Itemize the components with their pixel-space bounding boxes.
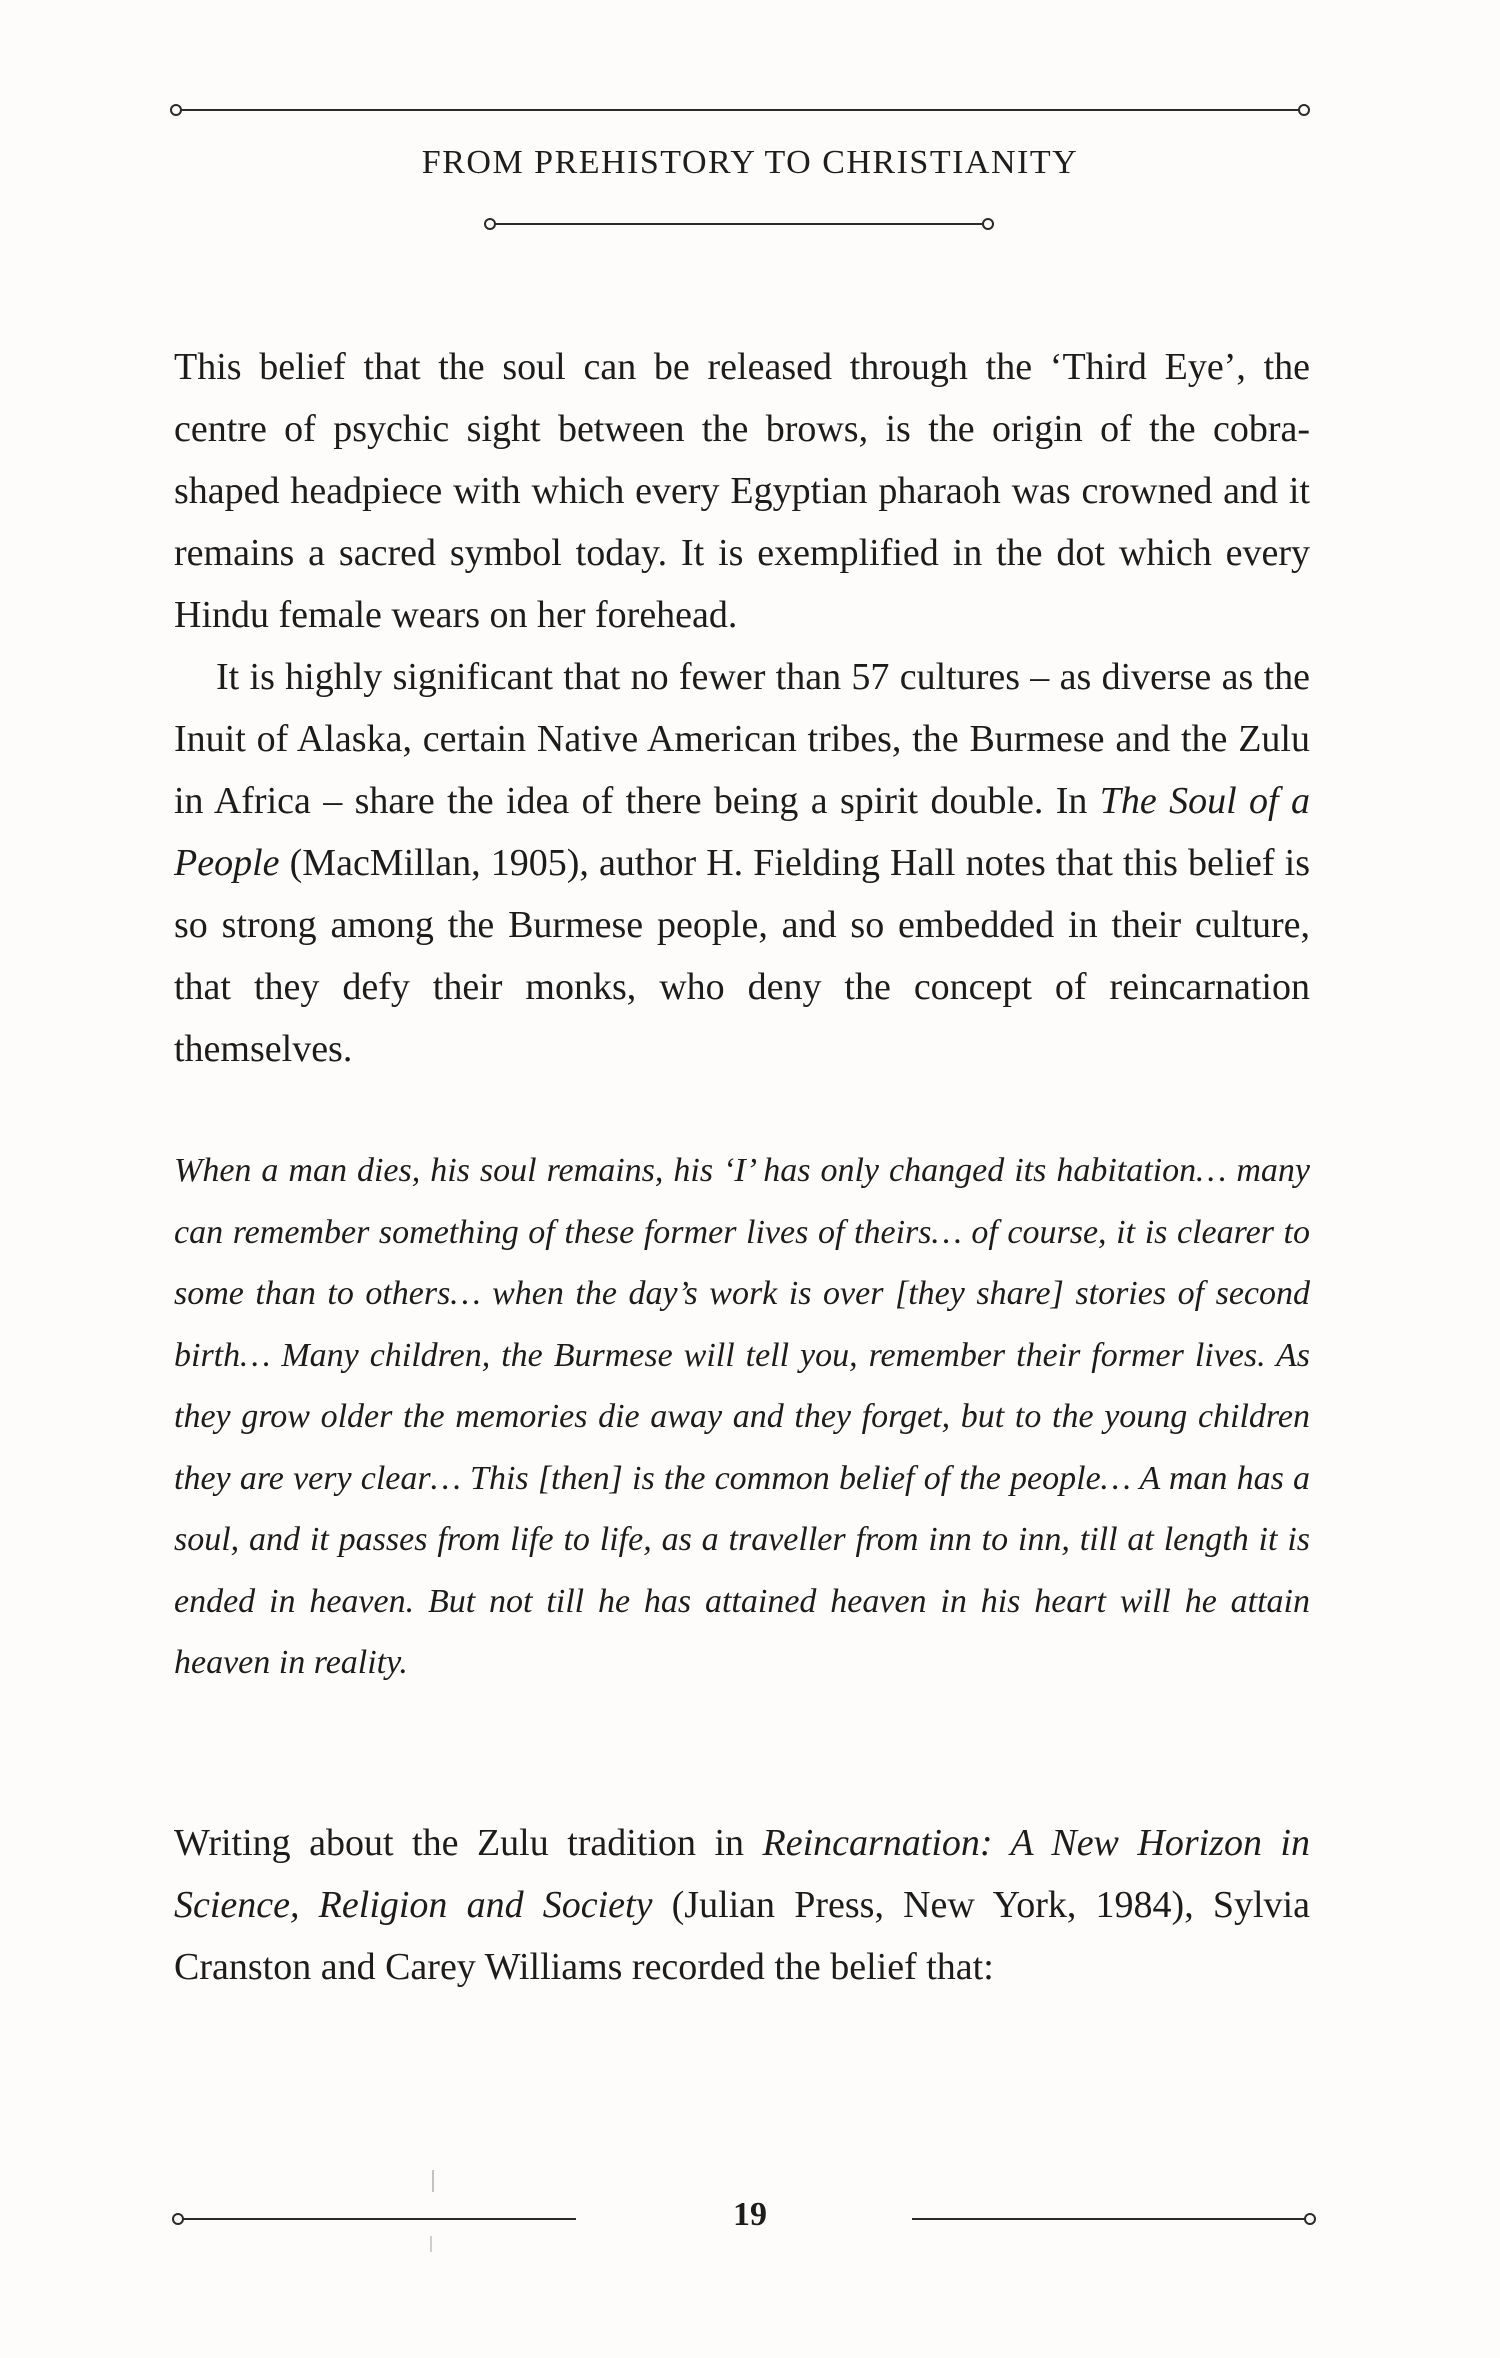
rule-right-circle-icon xyxy=(1304,2213,1316,2225)
block-quote xyxy=(174,1140,1310,1694)
print-speck xyxy=(432,2170,434,2192)
paragraph-text: (Julian Press, New York, 1984), Sylvia Cranston and Carey Williams recorded the belief that: xyxy=(174,1884,1310,1988)
body-text-lower xyxy=(174,1812,1310,1998)
paragraph-zulu-tradition xyxy=(174,1812,1310,1998)
heading-underline-rule xyxy=(484,217,994,231)
body-text-upper xyxy=(174,336,1310,1080)
paragraph-text: It is highly significant that no fewer than 57 cultures – as diverse as the Inuit of Alaska, certain Native American tribes, the Burmese and the Zulu in Africa – share the idea of there being a spirit double. In xyxy=(174,656,1310,822)
book-title: Reincarnation: A New Horizon in Science, Religion and Society xyxy=(174,1822,1310,1926)
rule-right-circle-icon xyxy=(1298,104,1310,116)
book-title: The Soul of a People xyxy=(174,780,1310,884)
running-head: FROM PREHISTORY TO CHRISTIANITY xyxy=(421,144,1079,181)
paragraph-text: Writing about the Zulu tradition in xyxy=(174,1822,763,1864)
paragraph-spirit-double xyxy=(174,646,1310,1080)
paragraph-third-eye: This belief that the soul can be released through the ‘Third Eye’, the centre of psychic sight between the brows, is the origin of the cobra-shaped headpiece with which every Egyptian pharaoh was crowned and it remains a sacred symbol today. It is exemplified in the dot which every Hindu female wears on her forehead. xyxy=(174,346,1310,636)
print-speck xyxy=(430,2236,432,2252)
rule-right-circle-icon xyxy=(982,218,994,230)
quote-text: When a man dies, his soul remains, his ‘I’ has only changed its habitation… many can remember something of these former lives of theirs… of course, it is clearer to some than to others… when the day’s work is over [they share] stories of second birth… Many children, the Burmese will tell you, remember their former lives. As they grow older the memories die away and they forget, but to the young children they are very clear… This [then] is the common belief of the people… A man has a soul, and it passes from life to life, as a traveller from inn to inn, till at length it is ended in heaven. But not till he has attained heaven in his heart will he attain heaven in reality. xyxy=(174,1152,1310,1681)
paragraph-text: (MacMillan, 1905), author H. Fielding Hall notes that this belief is so strong among the Burmese people, and so embedded in their culture, that they defy their monks, who deny the concept of reincarnation themselves. xyxy=(174,842,1310,1070)
footer-rule-right xyxy=(912,2212,1316,2226)
top-rule xyxy=(170,103,1310,117)
page-number: 19 xyxy=(733,2196,767,2233)
